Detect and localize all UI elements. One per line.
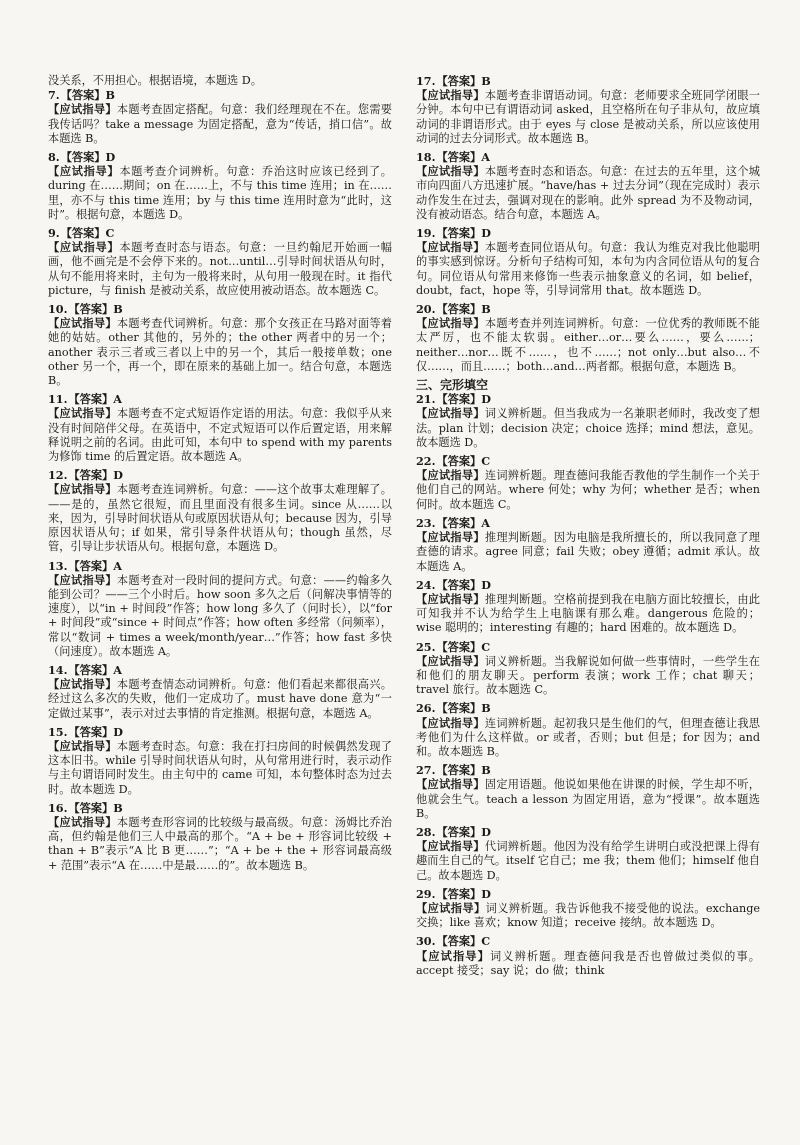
answer-label: 【答案】 xyxy=(68,800,114,815)
question-number: 24. xyxy=(416,577,436,592)
answer-label: 【答案】 xyxy=(68,558,114,573)
answer-value: D xyxy=(481,392,491,407)
left-entries xyxy=(48,88,392,873)
guide-label: 【应试指导】 xyxy=(416,164,485,179)
answer-entry xyxy=(416,392,760,450)
guide-text: 本题考查并列连词辨析。句意：一位优秀的教师既不能太严厉，也不能太软弱。either…or…要么……，要么……；neither…nor…既不……，也不……；not only…but also…不仅……，而且……；both…and…两者都。根据句意，本题选 B。 xyxy=(416,317,760,373)
question-number: 26. xyxy=(416,701,436,716)
answer-line xyxy=(48,468,392,482)
answer-label: 【答案】 xyxy=(436,824,482,839)
guide-line xyxy=(416,530,760,574)
guide-line xyxy=(416,164,760,222)
answer-line xyxy=(416,701,760,715)
answer-entry xyxy=(48,468,392,554)
guide-text: 本题考查时态与语态。句意：一旦约翰尼开始画一幅画，他不画完是不会停下来的。not…until…引导时间状语从句时，从句不能用将来时，主句为一般将来时，从句用一般现在时。it 指代 picture，与 finish 是被动关系，故应使用被动语态。故本题选 C。 xyxy=(48,241,392,297)
question-number: 17. xyxy=(416,74,436,88)
question-number: 11. xyxy=(48,392,68,407)
answer-label: 【答案】 xyxy=(68,468,114,483)
guide-label: 【应试指导】 xyxy=(48,677,117,692)
answer-label: 【答案】 xyxy=(436,886,482,901)
question-number: 20. xyxy=(416,302,436,317)
question-number: 19. xyxy=(416,226,436,241)
answer-entry xyxy=(416,887,760,931)
guide-line xyxy=(416,592,760,636)
answer-value: B xyxy=(113,302,123,317)
guide-label: 【应试指导】 xyxy=(416,948,490,963)
answer-line xyxy=(416,454,760,468)
guide-label: 【应试指导】 xyxy=(416,316,485,331)
guide-line xyxy=(416,777,760,821)
question-number: 10. xyxy=(48,302,68,317)
question-number: 29. xyxy=(416,886,436,901)
answer-label: 【答案】 xyxy=(436,302,482,317)
answer-label: 【答案】 xyxy=(60,226,106,241)
answer-value: B xyxy=(481,763,491,778)
answer-entry xyxy=(416,825,760,883)
answer-entry xyxy=(48,725,392,797)
guide-label: 【应试指导】 xyxy=(416,653,485,668)
guide-line xyxy=(48,677,392,721)
answer-entry xyxy=(48,302,392,388)
answer-line xyxy=(416,934,760,948)
answer-label: 【答案】 xyxy=(60,88,106,103)
guide-label: 【应试指导】 xyxy=(48,738,117,753)
question-number: 18. xyxy=(416,150,436,165)
answer-label: 【答案】 xyxy=(436,515,482,530)
guide-text: 本题考查不定式短语作定语的用法。句意：我似乎从来没有时间陪伴父母。在英语中，不定式短语可以作后置定语，用来解释说明之前的名词。由此可知，本句中 to spend with my parents 为修饰 time 的后置定语。故本题选 A。 xyxy=(48,407,392,464)
answer-entry xyxy=(48,150,392,222)
guide-line xyxy=(48,102,392,146)
guide-label: 【应试指导】 xyxy=(416,715,485,730)
answer-value: D xyxy=(481,886,491,901)
answer-line xyxy=(48,725,392,739)
answer-line xyxy=(48,88,392,102)
answer-label: 【答案】 xyxy=(436,763,482,778)
answer-value: A xyxy=(481,515,490,530)
answer-label: 【答案】 xyxy=(436,226,482,241)
guide-label: 【应试指导】 xyxy=(48,240,120,255)
guide-line xyxy=(416,88,760,146)
answer-line xyxy=(416,887,760,901)
question-number: 16. xyxy=(48,800,68,815)
answer-value: D xyxy=(481,577,491,592)
section-title: 三、完形填空 xyxy=(416,378,489,393)
answer-value: D xyxy=(113,468,123,483)
question-number: 7. xyxy=(48,88,60,103)
answer-label: 【答案】 xyxy=(436,74,482,88)
guide-label: 【应试指导】 xyxy=(48,406,117,421)
right-top-entries xyxy=(416,74,760,374)
answer-label: 【答案】 xyxy=(60,150,106,165)
guide-text: 本题考查代词辨析。句意：那个女孩正在马路对面等着她的姑姑。other 其他的，另外的；the other 两者中的另一个；another 表示三者或三者以上中的另一个，其后一般接单数；one other 另一个，再一个，即在原来的基础上加一。结合句意，本题选 B。 xyxy=(48,317,392,388)
left-column xyxy=(48,74,392,1115)
answer-value: B xyxy=(481,701,491,716)
guide-line xyxy=(416,406,760,450)
guide-line xyxy=(416,901,760,930)
guide-line xyxy=(48,406,392,464)
answer-value: A xyxy=(113,558,122,573)
question-number: 8. xyxy=(48,150,60,165)
guide-text: 本题考查对一段时间的提问方式。句意：——约翰多久能到公司？——三个小时后。how soon 多久之后（问解决事情等的速度），以“in + 时间段”作答；how long 多久了（问时长），以“for + 时间段”或“since + 时间点”作答；how often 多经常（问频率），常以“数词 + times a week/month/year…”作答；how fast 多快（问速度）。故本题选 A。 xyxy=(48,573,392,658)
answer-entry xyxy=(416,74,760,146)
question-number: 28. xyxy=(416,824,436,839)
guide-text: 推理判断题。因为电脑是我所擅长的，所以我同意了理查德的请求。agree 同意；fail 失败；obey 遵循；admit 承认。故本题选 A。 xyxy=(416,531,760,573)
answer-entry xyxy=(48,559,392,659)
guide-text: 词义辨析题。我告诉他我不接受他的说法。exchange 交换；like 喜欢；know 知道；receive 接纳。故本题选 D。 xyxy=(416,901,760,930)
guide-label: 【应试指导】 xyxy=(416,88,485,103)
guide-text: 本题考查时态。句意：我在打扫房间的时候偶然发现了这本旧书。while 引导时间状语从句时，从句常用进行时，表示动作与主句谓语同时发生。由主句中的 came 可知，本句整体时态为过去时。故本题选 D。 xyxy=(48,739,392,796)
right-column xyxy=(416,74,760,1115)
answer-line xyxy=(48,302,392,316)
answer-value: B xyxy=(113,800,123,815)
guide-text: 词义辨析题。当我解说如何做一些事情时，一些学生在和他们的朋友聊天。perform 表演；work 工作；chat 聊天；travel 旅行。故本题选 C。 xyxy=(416,654,760,697)
answer-entry xyxy=(416,701,760,759)
guide-line xyxy=(48,164,392,222)
answer-entry xyxy=(48,663,392,721)
answer-line xyxy=(416,150,760,164)
answer-value: B xyxy=(481,74,491,88)
answer-entry xyxy=(416,934,760,978)
answer-entry xyxy=(416,150,760,222)
answer-value: A xyxy=(113,392,122,407)
question-number: 30. xyxy=(416,934,436,949)
answer-label: 【答案】 xyxy=(68,724,114,739)
answer-line xyxy=(416,226,760,240)
answer-label: 【答案】 xyxy=(436,150,482,165)
answer-entry xyxy=(48,226,392,298)
guide-line xyxy=(416,316,760,374)
guide-line xyxy=(48,240,392,298)
answer-entry xyxy=(48,392,392,464)
guide-label: 【应试指导】 xyxy=(48,572,117,587)
guide-text: 词义辨析题。但当我成为一名兼职老师时，我改变了想法。plan 计划；decision 决定；choice 选择；mind 想法，意见。故本题选 D。 xyxy=(416,407,760,449)
guide-line xyxy=(48,573,392,659)
guide-line xyxy=(416,240,760,298)
guide-label: 【应试指导】 xyxy=(48,482,117,497)
question-number: 27. xyxy=(416,763,436,778)
guide-label: 【应试指导】 xyxy=(416,240,485,255)
answer-entry xyxy=(416,578,760,636)
guide-line xyxy=(416,949,760,978)
guide-label: 【应试指导】 xyxy=(48,164,120,179)
answer-line xyxy=(48,663,392,677)
answer-label: 【答案】 xyxy=(436,934,482,949)
guide-text: 本题考查非谓语动词。句意：老师要求全班同学闭眼一分钟。本句中已有谓语动词 asked，且空格所在句子非从句，故应填动词的非谓语形式。由于 eyes 与 close 是被动关系，所以应该使用动词的过去分词形式。故本题选 B。 xyxy=(416,89,760,145)
guide-label: 【应试指导】 xyxy=(48,102,117,117)
answer-entry xyxy=(416,454,760,512)
answer-entry xyxy=(48,801,392,873)
answer-label: 【答案】 xyxy=(68,392,114,407)
question-number: 12. xyxy=(48,468,68,483)
guide-label: 【应试指导】 xyxy=(416,530,485,545)
answer-line xyxy=(416,516,760,530)
answer-value: D xyxy=(481,226,491,241)
answer-label: 【答案】 xyxy=(436,701,482,716)
guide-label: 【应试指导】 xyxy=(416,900,486,915)
answer-entry xyxy=(416,763,760,821)
answer-value: C xyxy=(481,934,491,949)
left-lead-text: 没关系，不用担心。根据语境，本题选 D。 xyxy=(48,74,262,87)
guide-text: 固定用语题。他说如果他在讲课的时候，学生却不听，他就会生气。teach a lesson 为固定用语，意为“授课”。故本题选 B。 xyxy=(416,778,760,820)
answer-label: 【答案】 xyxy=(436,454,482,469)
answer-line xyxy=(48,226,392,240)
question-number: 23. xyxy=(416,515,436,530)
guide-text: 本题考查介词辨析。句意：乔治这时应该已经到了。during 在……期间；on 在……上，不与 this time 连用；in 在……里，亦不与 this time 连用；by 与 this time 连用时意为“此时，这时”。根据句意，本题选 D。 xyxy=(48,165,392,221)
answer-label: 【答案】 xyxy=(436,577,482,592)
answer-line xyxy=(48,392,392,406)
answer-value: C xyxy=(481,454,491,469)
guide-text: 推理判断题。空格前提到我在电脑方面比较擅长，由此可知我并不认为给学生上电脑课有那么难。dangerous 危险的；wise 聪明的；interesting 有趣的；hard 困难的。故本题选 D。 xyxy=(416,592,760,635)
guide-label: 【应试指导】 xyxy=(48,814,117,829)
answer-line xyxy=(48,150,392,164)
question-number: 21. xyxy=(416,392,436,407)
answer-line xyxy=(416,763,760,777)
guide-line xyxy=(48,316,392,388)
answer-line xyxy=(416,825,760,839)
guide-label: 【应试指导】 xyxy=(416,468,485,483)
answer-line xyxy=(416,640,760,654)
guide-label: 【应试指导】 xyxy=(48,316,117,331)
right-bottom-entries xyxy=(416,392,760,978)
answer-label: 【答案】 xyxy=(68,302,114,317)
answer-entry xyxy=(48,88,392,146)
question-number: 13. xyxy=(48,558,68,573)
guide-text: 本题考查连词辨析。句意：——这个故事太难理解了。——是的，虽然它很短，而且里面没有很多生词。since 从……以来，因为，引导时间状语从句或原因状语从句；because 因为，引导原因状语从句；if 如果，常引导条件状语从句；though 虽然，尽管，引导让步状语从句。根据句意，本题选 D。 xyxy=(48,483,392,554)
answer-line xyxy=(48,801,392,815)
answer-value: C xyxy=(105,226,115,241)
answer-value: A xyxy=(481,150,490,165)
answer-value: A xyxy=(113,662,122,677)
answer-line xyxy=(48,559,392,573)
answer-line xyxy=(416,578,760,592)
guide-label: 【应试指导】 xyxy=(416,777,485,792)
answer-entry xyxy=(416,226,760,298)
guide-line xyxy=(48,815,392,873)
guide-line xyxy=(416,468,760,512)
guide-text: 连词辨析题。理查德问我能否教他的学生制作一个关于他们自己的网站。where 何处；why 为何；whether 是否；when 何时。故本题选 C。 xyxy=(416,469,760,511)
answer-entry xyxy=(416,640,760,698)
answer-value: B xyxy=(481,302,491,317)
answer-value: B xyxy=(105,88,115,103)
guide-text: 本题考查同位语从句。句意：我认为维克对我比他聪明的事实感到惊讶。分析句子结构可知，本句为内含同位语从句的复合句。同位语从句常用来修饰一些表示抽象意义的名词，如 belief，doubt，fact，hope 等，引导词常用 that。故本题选 D。 xyxy=(416,241,760,297)
guide-line xyxy=(416,839,760,883)
guide-line xyxy=(416,654,760,698)
guide-text: 本题考查固定搭配。句意：我们经理现在不在。您需要我传话吗？take a message 为固定搭配，意为“传话，捎口信”。故本题选 B。 xyxy=(48,103,392,145)
answer-label: 【答案】 xyxy=(68,662,114,677)
answer-line xyxy=(416,74,760,88)
question-number: 9. xyxy=(48,226,60,241)
answer-value: C xyxy=(481,639,491,654)
question-number: 22. xyxy=(416,454,436,469)
guide-text: 本题考查时态和语态。句意：在过去的五年里，这个城市向四面八方迅速扩展。“have/has + 过去分词”（现在完成时）表示动作发生在过去，强调对现在的影响。此外 spread 为不及物动词，没有被动语态。结合句意，本题选 A。 xyxy=(416,165,760,221)
guide-label: 【应试指导】 xyxy=(416,839,485,854)
answer-value: D xyxy=(105,150,116,165)
guide-text: 本题考查情态动词辨析。句意：他们看起来都很高兴。经过这么多次的失败，他们一定成功了。must have done 意为“一定做过某事”，表示对过去事情的肯定推测。根据句意，本题选 A。 xyxy=(48,678,392,720)
guide-line xyxy=(48,739,392,797)
guide-label: 【应试指导】 xyxy=(416,406,485,421)
answer-line xyxy=(416,392,760,406)
answer-entry xyxy=(416,516,760,574)
guide-text: 连词辨析题。起初我只是生他们的气，但理查德让我思考他们为什么这样做。or 或者，否则；but 但是；for 因为；and 和。故本题选 B。 xyxy=(416,716,760,758)
answer-entry xyxy=(416,302,760,374)
question-number: 15. xyxy=(48,724,68,739)
guide-line xyxy=(48,482,392,554)
answer-label: 【答案】 xyxy=(436,639,482,654)
question-number: 14. xyxy=(48,662,68,677)
question-number: 25. xyxy=(416,639,436,654)
guide-line xyxy=(416,716,760,760)
answer-value: D xyxy=(113,724,123,739)
guide-label: 【应试指导】 xyxy=(416,591,485,606)
guide-text: 代词辨析题。他因为没有给学生讲明白或没把课上得有趣而生自己的气。itself 它自己；me 我；them 他们；himself 他自己。故本题选 D。 xyxy=(416,840,760,882)
answer-value: D xyxy=(481,824,491,839)
guide-text: 本题考查形容词的比较级与最高级。句意：汤姆比乔治高，但约翰是他们三人中最高的那个。“A + be + 形容词比较级 + than + B”表示“A 比 B 更……”；“A + be + the + 形容词最高级 + 范围”表示“A 在……中是最……的”。故本题选 B。 xyxy=(48,815,392,872)
answer-line xyxy=(416,302,760,316)
guide-text: 词义辨析题。理查德问我是否也曾做过类似的事。accept 接受；say 说；do 做；think xyxy=(416,949,760,977)
answer-label: 【答案】 xyxy=(436,392,482,407)
